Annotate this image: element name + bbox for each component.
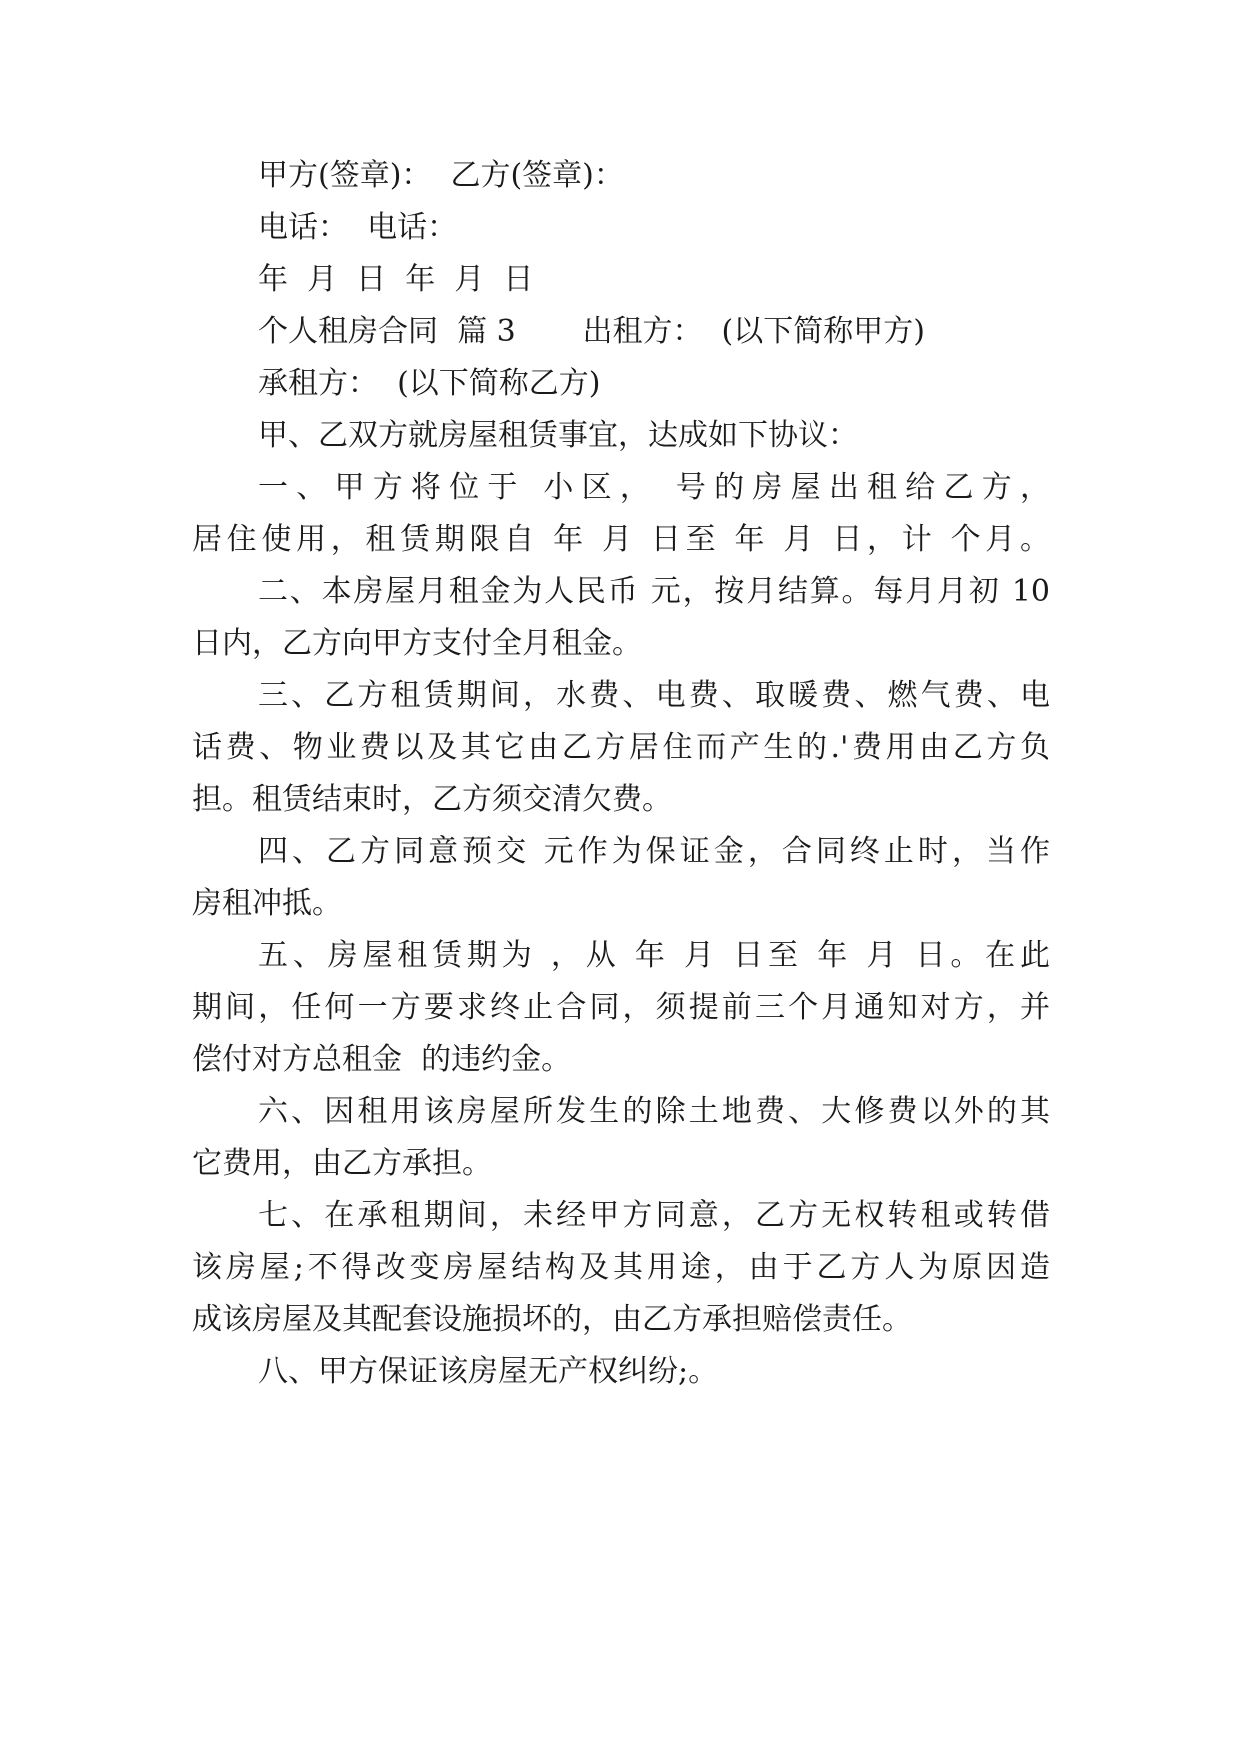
clause-2-line-2: 日内，乙方向甲方支付全月租金。 <box>192 626 642 661</box>
clause-3-line-3: 担。租赁结束时，乙方须交清欠费。 <box>192 782 672 817</box>
clause-1-line-1: 一、甲方将位于 小区， 号的房屋出租给乙方， <box>258 470 1050 505</box>
clause-6-line-1: 六、因租用该房屋所发生的除土地费、大修费以外的其 <box>258 1094 1050 1129</box>
agreement-intro: 甲、乙双方就房屋租赁事宜，达成如下协议： <box>258 418 858 453</box>
clause-5-line-2: 期间，任何一方要求终止合同，须提前三个月通知对方，并 <box>192 990 1050 1025</box>
clause-3-line-2: 话费、物业费以及其它由乙方居住而产生的.'费用由乙方负 <box>192 730 1050 765</box>
clause-4-line-2: 房租冲抵。 <box>192 886 342 921</box>
tenant-line: 承租方： (以下简称乙方) <box>258 366 601 401</box>
document-page <box>192 156 1050 1716</box>
clause-4-line-1: 四、乙方同意预交 元作为保证金，合同终止时，当作 <box>258 834 1050 869</box>
clause-1-line-2: 居住使用，租赁期限自 年 月 日至 年 月 日，计 个月。 <box>192 522 1050 557</box>
clause-5-line-3: 偿付对方总租金 的违约金。 <box>192 1042 572 1077</box>
clause-7-line-3: 成该房屋及其配套设施损坏的，由乙方承担赔偿责任。 <box>192 1302 912 1337</box>
clause-2-line-1: 二、本房屋月租金为人民币 元，按月结算。每月月初 10 <box>258 574 1050 609</box>
phone-line: 电话： 电话： <box>258 210 458 245</box>
contract-heading-line: 个人租房合同 篇 3 出租方： (以下简称甲方) <box>258 314 925 349</box>
clause-8-line-1: 八、甲方保证该房屋无产权纠纷;。 <box>258 1354 719 1389</box>
clause-6-line-2: 它费用，由乙方承担。 <box>192 1146 492 1181</box>
clause-5-line-1: 五、房屋租赁期为 ，从 年 月 日至 年 月 日。在此 <box>258 938 1050 973</box>
date-line: 年 月 日 年 月 日 <box>258 262 534 297</box>
clause-7-line-1: 七、在承租期间，未经甲方同意，乙方无权转租或转借 <box>258 1198 1050 1233</box>
clause-7-line-2: 该房屋;不得改变房屋结构及其用途，由于乙方人为原因造 <box>192 1250 1050 1285</box>
clause-3-line-1: 三、乙方租赁期间，水费、电费、取暖费、燃气费、电 <box>258 678 1050 713</box>
signature-line: 甲方(签章)： 乙方(签章)： <box>258 158 624 193</box>
